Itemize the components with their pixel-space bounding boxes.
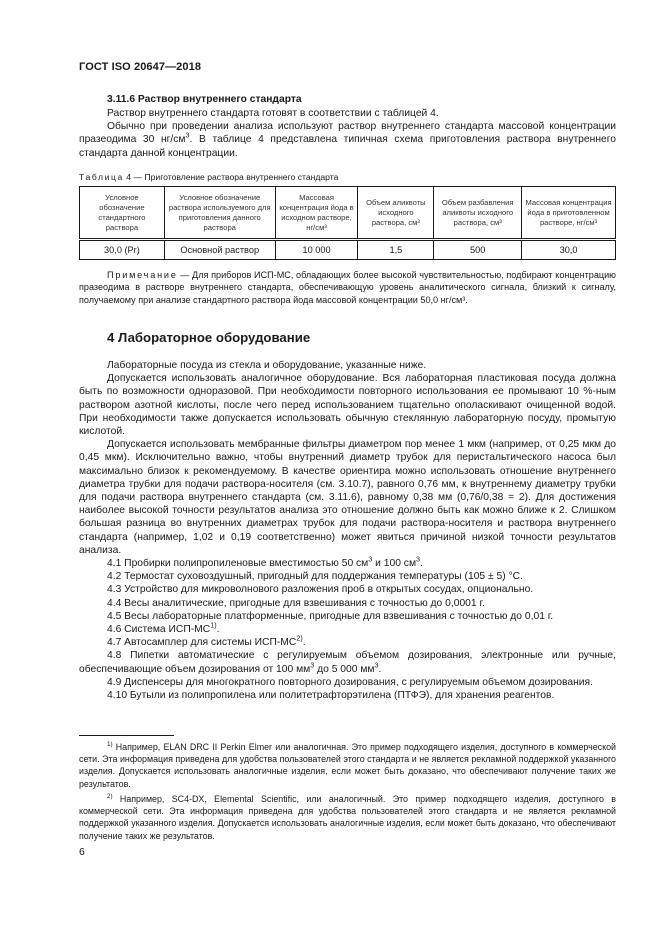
list-item: 4.8 Пипетки автоматические с регулируемым объемом дозирования, электронные или ручные, обеспечивающие объем дозирования от 100 $мм^3$ до 5 000 $мм^3$.	[79, 650, 616, 675]
note-text: — Для приборов ИСП-МС, обладающих более высокой чувствительностью, подбирают концентрацию празеодима в растворе внутреннего стандарта, обеспечивающую уровень аналитического сигнала, близкий к сигналу, получаемому при анализе стандартного раствора йода массовой концентрации 50,0 нг/см³.	[79, 270, 616, 305]
table-4	[79, 186, 616, 260]
table-cell: 1,5	[358, 240, 434, 260]
footnote-ref[interactable]: 2)	[296, 633, 303, 643]
list-item: 4.2 Термостат суховоздушный, пригодный для поддержания температуры (105 ± 5) °С.	[107, 571, 523, 583]
paragraph: Раствор внутреннего стандарта готовят в соответствии с таблицей 4.	[107, 108, 439, 119]
table-cell: 30,0 (Pr)	[80, 240, 165, 260]
section-body	[79, 359, 616, 702]
list-item: 4.3 Устройство для микроволнового разложения проб в открытых сосудах, опционально.	[107, 584, 534, 596]
list-item: 4.7 Автосамплер для системы ИСП-МС$^{2)}$.	[107, 633, 306, 649]
paragraph: Лабораторные посуда из стекла и оборудование, указанные ниже.	[107, 360, 427, 371]
footnote-2: $^{2)}$ Например, SC4-DX, Elemental Scientific, или аналогичный. Это пример подходящего изделия, доступного в коммерческой сети. Эта информация приведена для удобства пользователей этого стандарта и не является рекламной поддержкой указанного изделия. Допускается использовать аналогичные изделия, если может быть доказано, что обеспечивают получение таких же результатов.	[79, 793, 616, 841]
table-header-row	[80, 187, 616, 240]
table-header-cell: Объем аликвоты исходного раствора, см³	[358, 187, 434, 240]
list-item: 4.5 Весы лабораторные платформенные, пригодные для взвешивания с точностью до 0,01 г.	[107, 610, 554, 622]
table-note	[79, 269, 616, 306]
table-header-cell: Массовая концентрация йода в исходном растворе, нг/см³	[275, 187, 358, 240]
paragraph: Допускается использовать мембранные фильтры диаметром пор менее 1 мкм (например, от 0,25 мкм до 0,45 мкм). Исключительно важно, чтобы внутренний диаметр трубок для перистальтического насоса был максимально близок к рекомендуемому. В качестве ориентира можно использовать отношение внутреннего диаметра трубки для подачи раствора-носителя (см. 3.10.7), равного 0,76 мм, к внутреннему диаметру трубки для подачи раствора внутреннего стандарта (см. 3.11.6), равному 0,38 мм (0,76/0,38 = 2). Для достижения наиболее высокой точности результатов анализа это отношение должно быть как можно ближе к 2. Слишком большая разница во внутренних диаметрах трубок для подачи раствора-носителя и раствора внутреннего стандарта (например, 1,02 и 0,19 соответственно) может явиться причиной низкой точности результатов анализа.	[79, 439, 616, 556]
subsection-body	[79, 107, 616, 160]
table-header-cell: Объем разбавления аликвоты исходного раствора, см³	[434, 187, 522, 240]
subsection-heading: 3.11.6 Раствор внутреннего стандарта	[107, 94, 302, 105]
table-cell: Основной раствор	[164, 240, 275, 260]
list-item: 4.9 Диспенсеры для многократного повторного дозирования, с регулируемым объемом дозирования.	[107, 676, 593, 688]
page-number: 6	[79, 846, 85, 858]
table-cell: 10 000	[275, 240, 358, 260]
list-item: 4.1 Пробирки полипропиленовые вместимостью 50 $см^3$ и 100 $см^3$.	[107, 554, 423, 570]
list-item: 4.6 Система ИСП-МС$^{1)}$.	[107, 620, 220, 636]
table-caption: Таблица 4 — Приготовление раствора внутреннего стандарта	[79, 172, 339, 182]
footnote-1: $^{1)}$ Например, ELAN DRC II Perkin Elmer или аналогичная. Это пример подходящего изделия, доступного в коммерческой сети. Эта информация приведена для удобства пользователей этого стандарта и не является рекламной поддержкой указанного изделия. Допускается использовать аналогичные изделия, если может быть доказано, что обеспечивают получение таких же результатов.	[79, 741, 616, 789]
paragraph: Допускается использовать аналогичное оборудование. Вся лабораторная пластиковая посуда должна быть по возможности одноразовой. При необходимости повторного использования ее промывают 10 %-ным раствором азотной кислоты, после чего перед использованием тщательно ополаскивают очищенной водой. При необходимости также допускается использовать обычную стеклянную лабораторную посуду, промытую кислотой.	[79, 373, 616, 438]
table-row	[80, 240, 616, 260]
footnote-divider	[79, 735, 174, 736]
section-heading: 4 Лабораторное оборудование	[107, 330, 311, 345]
table-header-cell: Условное обозначение раствора используемого для приготовления данного раствора	[164, 187, 275, 240]
note-label: Примечание	[107, 270, 178, 280]
table-header-cell: Условное обозначение стандартного раствора	[80, 187, 165, 240]
table-cell: 500	[434, 240, 522, 260]
paragraph: Обычно при проведении анализа используют раствор внутреннего стандарта массовой концентрации празеодима 30 $нг/см^3$. В таблице 4 представлена типичная схема приготовления раствора внутреннего стандарта данной концентрации.	[79, 121, 616, 159]
table-cell: 30,0	[522, 240, 616, 260]
document-header: ГОСТ ISO 20647—2018	[79, 61, 202, 73]
footnote-ref[interactable]: 1)	[210, 620, 217, 630]
table-header-cell: Массовая концентрация йода в приготовленном растворе, нг/см³	[522, 187, 616, 240]
list-item: 4.4 Весы аналитические, пригодные для взвешивания с точностью до 0,0001 г.	[107, 597, 485, 609]
list-item: 4.10 Бутыли из полипропилена или политетрафторэтилена (ПТФЭ), для хранения реагентов.	[107, 690, 555, 702]
